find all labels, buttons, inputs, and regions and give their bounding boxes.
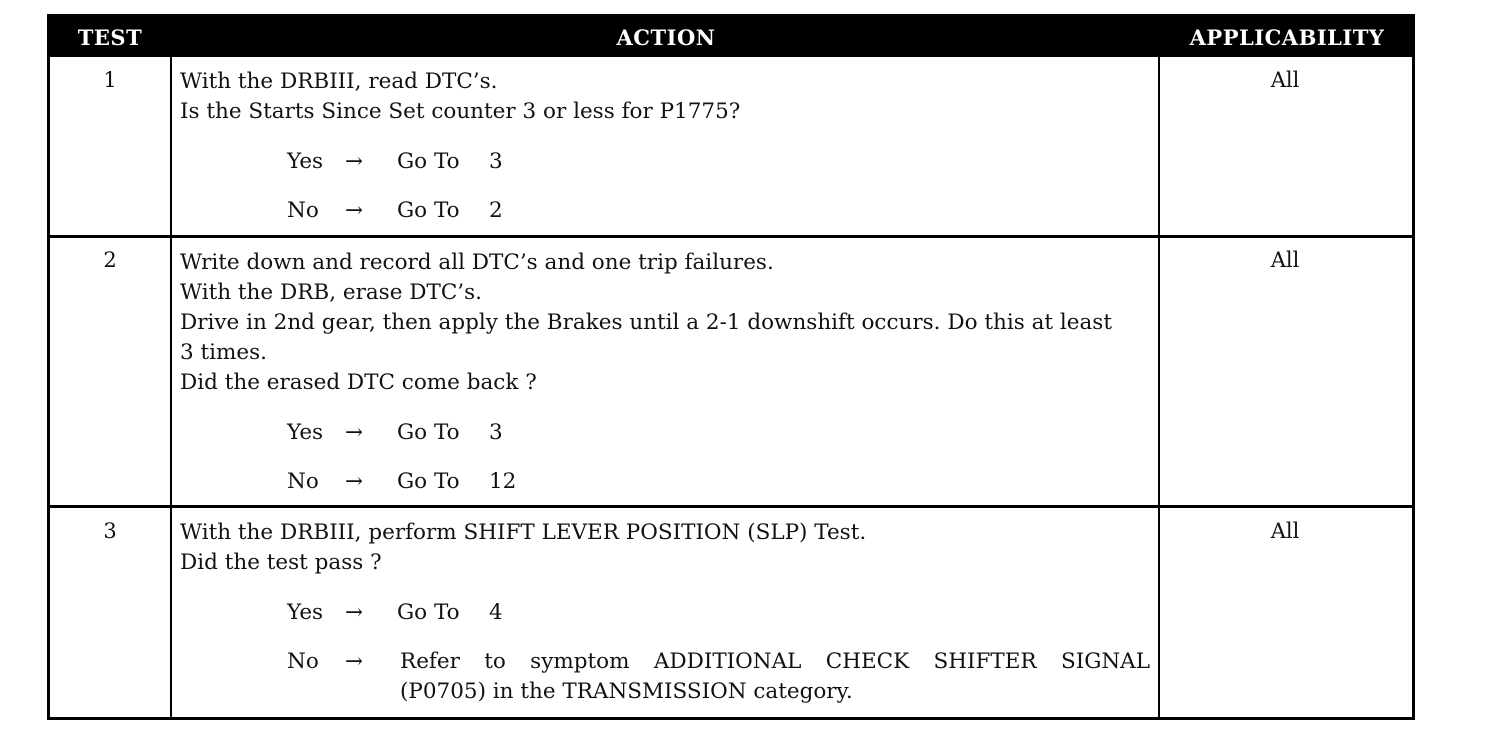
branch-no — [287, 467, 516, 497]
applicability-value: All — [1270, 68, 1300, 92]
header-test: TEST — [77, 25, 143, 50]
branch-answer: No — [287, 649, 319, 674]
applicability-value: All — [1270, 248, 1300, 272]
branch-answer: No — [287, 469, 319, 494]
test-number: 2 — [103, 248, 117, 272]
arrow-icon: → — [345, 420, 364, 445]
refer-line: Refer to symptom ADDITIONAL CHECK SHIFTER SIGNAL — [400, 649, 1150, 674]
goto-label: Go To — [397, 198, 460, 223]
refer-text — [400, 647, 1150, 707]
header-applicability: APPLICABILITY — [1189, 25, 1385, 50]
branch-answer: Yes — [287, 149, 324, 174]
goto-label: Go To — [397, 600, 460, 625]
branch-yes — [287, 418, 503, 448]
action-text — [180, 518, 1155, 578]
goto-target: 3 — [489, 149, 503, 174]
branch-answer: Yes — [287, 600, 324, 625]
goto-label: Go To — [397, 420, 460, 445]
action-text — [180, 67, 1155, 127]
goto-target: 3 — [489, 420, 503, 445]
arrow-icon: → — [345, 600, 364, 625]
action-line: Is the Starts Since Set counter 3 or less for P1775? — [180, 99, 741, 124]
table-row — [50, 508, 1412, 717]
goto-target: 4 — [489, 600, 503, 625]
branch-yes — [287, 147, 503, 177]
table-header — [50, 17, 1412, 57]
header-action: ACTION — [616, 25, 716, 50]
goto-label: Go To — [397, 469, 460, 494]
goto-target: 2 — [489, 198, 503, 223]
branch-no — [287, 647, 397, 677]
applicability-value: All — [1270, 519, 1300, 543]
action-line: Did the erased DTC come back ? — [180, 370, 537, 395]
diagnostic-test-table — [47, 14, 1415, 720]
refer-line: (P0705) in the TRANSMISSION category. — [400, 679, 853, 704]
table-row — [50, 238, 1412, 505]
action-text — [180, 248, 1155, 398]
arrow-icon: → — [345, 198, 364, 223]
action-line: Did the test pass ? — [180, 550, 382, 575]
arrow-icon: → — [345, 149, 364, 174]
test-number: 1 — [103, 68, 117, 92]
branch-no — [287, 196, 503, 226]
action-line: With the DRB, erase DTC’s. — [180, 280, 482, 305]
action-line: With the DRBIII, read DTC’s. — [180, 69, 498, 94]
action-line: Drive in 2nd gear, then apply the Brakes until a 2-1 downshift occurs. Do this at least — [180, 310, 1112, 335]
action-line: Write down and record all DTC’s and one trip failures. — [180, 250, 774, 275]
test-number: 3 — [103, 519, 117, 543]
branch-answer: No — [287, 198, 319, 223]
action-line: 3 times. — [180, 340, 268, 365]
action-line: With the DRBIII, perform SHIFT LEVER POSITION (SLP) Test. — [180, 520, 867, 545]
table-row — [50, 57, 1412, 235]
branch-yes — [287, 598, 503, 628]
arrow-icon: → — [345, 469, 364, 494]
goto-label: Go To — [397, 149, 460, 174]
arrow-icon: → — [345, 649, 364, 674]
branch-answer: Yes — [287, 420, 324, 445]
goto-target: 12 — [489, 469, 517, 494]
